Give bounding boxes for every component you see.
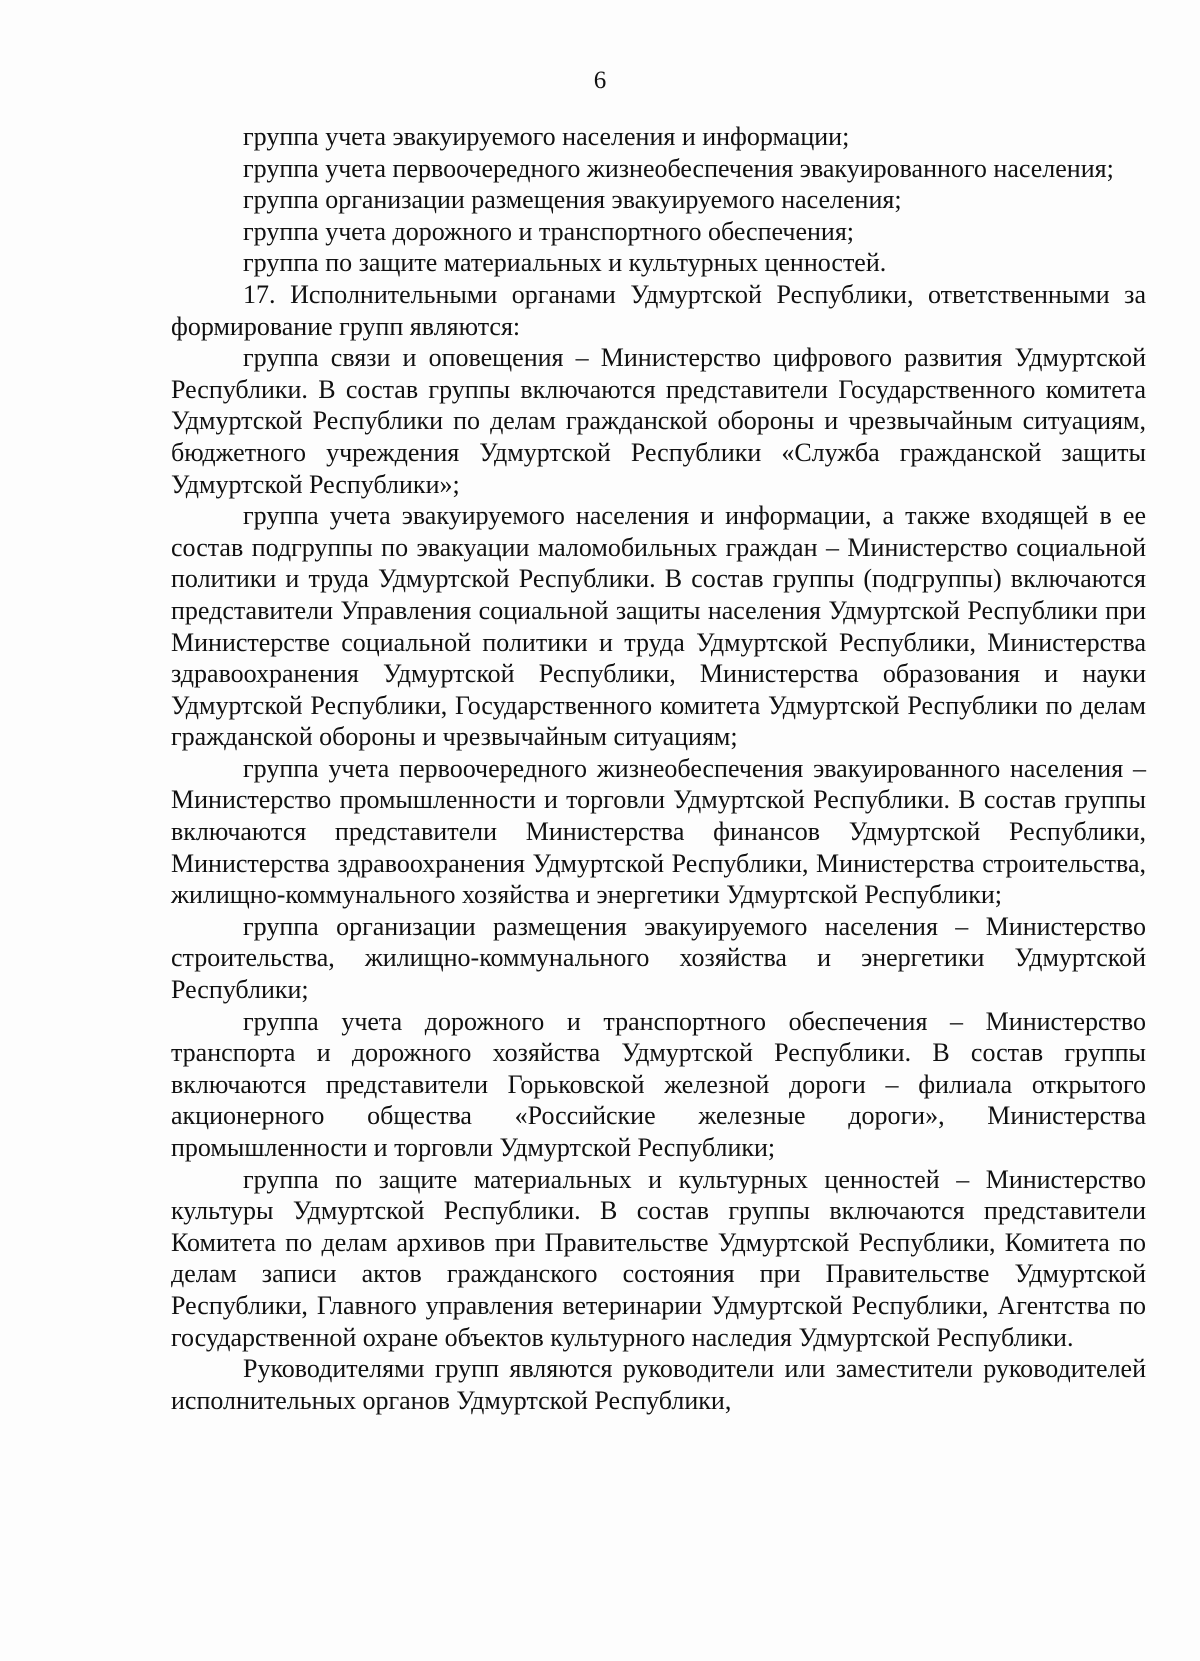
paragraph-group-placement: группа организации размещения эвакуируемого населения; (243, 185, 902, 215)
paragraph-item-17: 17. Исполнительными органами Удмуртской Республики, ответственными за формирование групп являются: (171, 279, 1146, 341)
paragraph-communication-group: группа связи и оповещения – Министерство цифрового развития Удмуртской Республики. В состав группы включаются представители Государственного комитета Удмуртской Республики по делам гражданской обороны и чрезвычайным ситуациям, бюджетного учреждения Удмуртской Республики «Служба гражданской защиты Удмуртской Республики»; (171, 343, 1146, 499)
paragraph-transport-group: группа учета дорожного и транспортного обеспечения – Министерство транспорта и дорожного хозяйства Удмуртской Республики. В состав группы включаются представители Горьковской железной дороги – филиала открытого акционерного общества «Российские железные дороги», Министерства промышленности и торговли Удмуртской Республики; (171, 1006, 1146, 1162)
paragraph-group-leaders: Руководителями групп являются руководители или заместители руководителей исполнительных органов Удмуртской Республики, (171, 1354, 1146, 1415)
paragraph-group-cultural-values: группа по защите материальных и культурных ценностей. (243, 248, 887, 278)
paragraph-life-support-group: группа учета первоочередного жизнеобеспечения эвакуированного населения – Министерство промышленности и торговли Удмуртской Республики. В состав группы включаются представители Министерства финансов Удмуртской Республики, Министерства здравоохранения Удмуртской Республики, Министерства строительства, жилищно-коммунального хозяйства и энергетики Удмуртской Республики; (171, 753, 1146, 910)
paragraph-evacuee-accounting-group: группа учета эвакуируемого населения и информации, а также входящей в ее состав подгруппы по эвакуации маломобильных граждан – Министерство социальной политики и труда Удмуртской Республики. В состав группы (подгруппы) включаются представители Управления социальной защиты населения Удмуртской Республики при Министерстве социальной политики и труда Удмуртской Республики, Министерства здравоохранения Удмуртской Республики, Министерства образования и науки Удмуртской Республики, Государственного комитета Удмуртской Республики по делам гражданской обороны и чрезвычайным ситуациям; (171, 501, 1146, 752)
paragraph-group-road-transport: группа учета дорожного и транспортного обеспечения; (243, 216, 854, 246)
document-body (171, 121, 1146, 1416)
paragraph-placement-group: группа организации размещения эвакуируемого населения – Министерство строительства, жилищно-коммунального хозяйства и энергетики Удмуртской Республики; (171, 911, 1146, 1005)
paragraph-cultural-values-group: группа по защите материальных и культурных ценностей – Министерство культуры Удмуртской Республики. В состав группы включаются представители Комитета по делам архивов при Правительстве Удмуртской Республики, Комитета по делам записи актов гражданского состояния при Правительстве Удмуртской Республики, Главного управления ветеринарии Удмуртской Республики, Агентства по государственной охране объектов культурного наследия Удмуртской Республики. (171, 1164, 1146, 1352)
paragraph-group-accounting-evacuees: группа учета эвакуируемого населения и информации; (243, 122, 850, 151)
page-number: 6 (593, 67, 607, 94)
paragraph-group-life-support: группа учета первоочередного жизнеобеспечения эвакуированного населения; (243, 153, 1114, 183)
